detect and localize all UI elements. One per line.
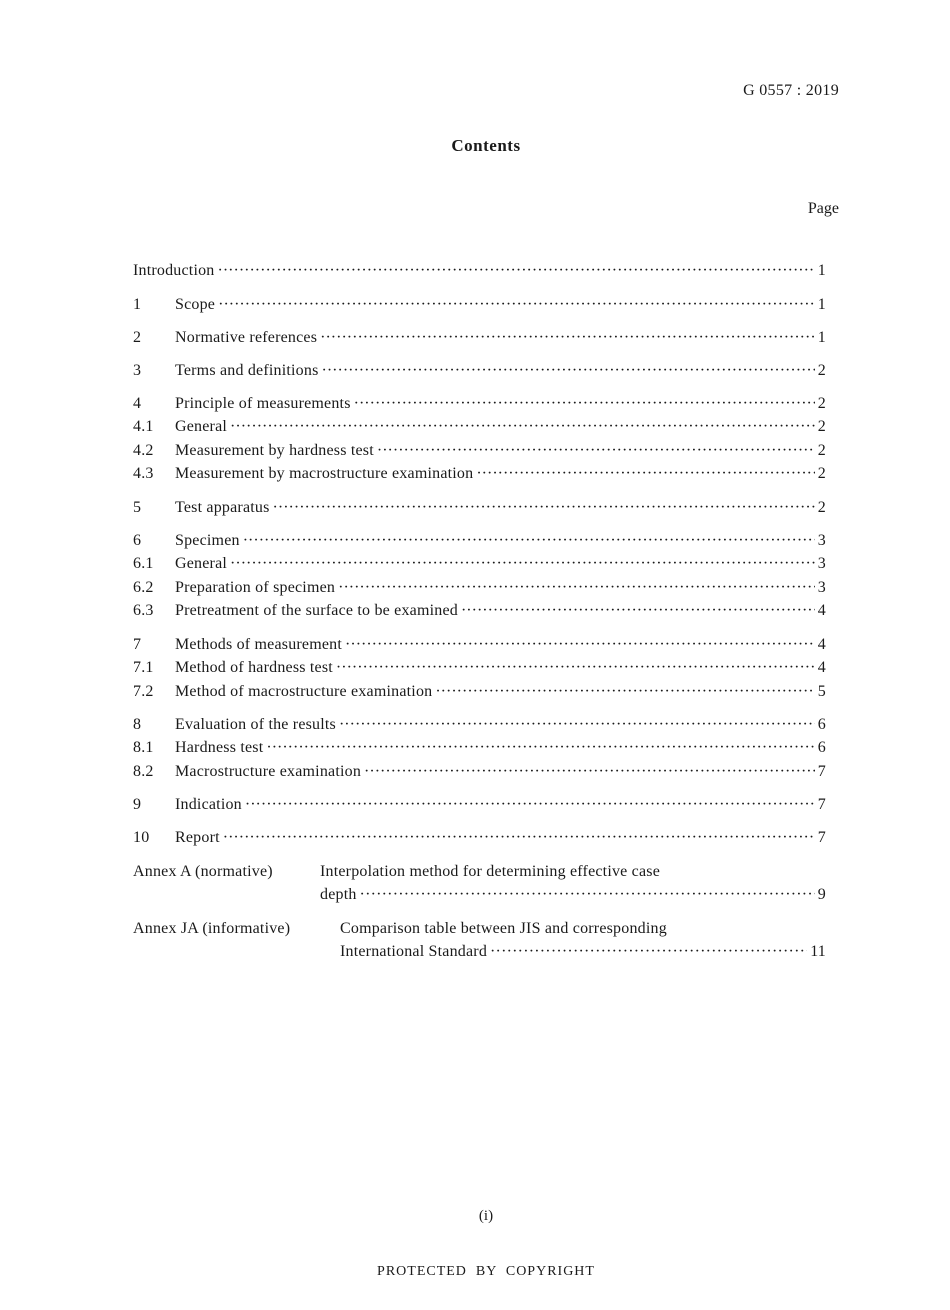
- dot-leader: [223, 827, 815, 849]
- copyright-notice: PROTECTED BY COPYRIGHT: [377, 1264, 595, 1279]
- toc-entry-introduction[interactable]: [133, 260, 826, 282]
- toc-entry-number: 4.3: [133, 465, 154, 482]
- dot-leader: [345, 634, 815, 656]
- dot-leader: [218, 294, 815, 316]
- annex-label: Annex A (normative): [133, 863, 273, 880]
- toc-entry[interactable]: [133, 497, 826, 519]
- dot-leader: [245, 794, 815, 816]
- dot-leader: [266, 737, 814, 759]
- toc-entry-label: Measurement by hardness test: [175, 442, 374, 459]
- toc-entry-page: 4: [817, 636, 826, 653]
- dot-leader: [243, 530, 815, 552]
- toc-entry-label: Terms and definitions: [175, 362, 319, 379]
- toc-entry-label: Indication: [175, 796, 242, 813]
- toc-entry-label: General: [175, 418, 228, 435]
- toc-entry-label: Report: [175, 829, 220, 846]
- toc-entry[interactable]: [133, 416, 826, 438]
- dot-leader: [490, 940, 807, 963]
- toc-entry-label: Normative references: [175, 329, 318, 346]
- toc-annex-ja[interactable]: [133, 917, 826, 963]
- toc-entry-label: General: [175, 555, 228, 572]
- toc-entry[interactable]: [133, 737, 826, 759]
- toc-entry[interactable]: [133, 714, 826, 736]
- toc-entry-label: Scope: [175, 296, 216, 313]
- annex-title-continuation: [320, 883, 826, 906]
- toc-entry-page: 2: [817, 395, 826, 412]
- toc-entry-page: 1: [817, 296, 826, 313]
- toc-entry-label: Method of hardness test: [175, 659, 333, 676]
- toc-entry[interactable]: [133, 681, 826, 703]
- toc-entry-page: 7: [817, 829, 826, 846]
- toc-entry-page: 5: [817, 683, 826, 700]
- toc-entry[interactable]: [133, 553, 826, 575]
- toc-entry-page: 1: [817, 262, 826, 279]
- dot-leader: [218, 260, 815, 282]
- dot-leader: [336, 657, 815, 679]
- toc-entry-page: 7: [817, 796, 826, 813]
- annex-page: 9: [817, 886, 826, 903]
- toc-entry[interactable]: [133, 294, 826, 316]
- annex-title: Comparison table between JIS and corresponding: [340, 920, 667, 937]
- toc-entry-label: Test apparatus: [175, 499, 270, 516]
- toc-entry-label: Evaluation of the results: [175, 716, 336, 733]
- toc-entry-page: 4: [817, 602, 826, 619]
- toc-entry-page: 2: [817, 362, 826, 379]
- toc-entry-number: 5: [133, 499, 142, 516]
- toc-entry-number: 10: [133, 829, 150, 846]
- toc-entry-label: Macrostructure examination: [175, 763, 362, 780]
- toc-entry-page: 6: [817, 716, 826, 733]
- dot-leader: [338, 577, 815, 599]
- toc-entry-number: 6.3: [133, 602, 154, 619]
- dot-leader: [360, 883, 815, 906]
- dot-leader: [339, 714, 815, 736]
- toc-entry[interactable]: [133, 393, 826, 415]
- page-number: (i): [478, 1208, 494, 1224]
- toc-entry[interactable]: [133, 600, 826, 622]
- annex-label: Annex JA (informative): [133, 920, 291, 937]
- toc-entry-label: Method of macrostructure examination: [175, 683, 433, 700]
- annex-page: 11: [810, 943, 826, 960]
- toc-entry-label: Hardness test: [175, 739, 264, 756]
- annex-title: Interpolation method for determining effective case: [320, 863, 660, 880]
- annex-title-line2: International Standard: [340, 943, 488, 960]
- toc-entry-page: 6: [817, 739, 826, 756]
- page-title: Contents: [451, 136, 521, 155]
- dot-leader: [476, 463, 814, 485]
- toc-entry[interactable]: [133, 577, 826, 599]
- toc-entry[interactable]: [133, 634, 826, 656]
- dot-leader: [364, 761, 815, 783]
- dot-leader: [435, 681, 814, 703]
- dot-leader: [461, 600, 815, 622]
- toc-entry-page: 3: [817, 555, 826, 572]
- annex-title-continuation: [340, 940, 826, 963]
- toc-entry-number: 8.1: [133, 739, 154, 756]
- toc-entry-page: 2: [817, 465, 826, 482]
- toc-entry-page: 4: [817, 659, 826, 676]
- toc-entry-label: Preparation of specimen: [175, 579, 336, 596]
- toc-entry-number: 6.2: [133, 579, 154, 596]
- dot-leader: [354, 393, 815, 415]
- dot-leader: [273, 497, 815, 519]
- toc-entry-label: Introduction: [133, 262, 215, 279]
- toc-entry-label: Specimen: [175, 532, 240, 549]
- toc-entry-number: 9: [133, 796, 142, 813]
- dot-leader: [377, 440, 815, 462]
- toc-entry-page: 1: [817, 329, 826, 346]
- toc-entry-number: 6: [133, 532, 142, 549]
- toc-entry-label: Pretreatment of the surface to be examined: [175, 602, 458, 619]
- toc-entry-number: 6.1: [133, 555, 154, 572]
- toc-entry-page: 2: [817, 499, 826, 516]
- toc-entry-number: 8.2: [133, 763, 154, 780]
- toc-entry[interactable]: [133, 440, 826, 462]
- toc-entry-number: 4: [133, 395, 142, 412]
- toc-entry-number: 2: [133, 329, 142, 346]
- toc-entry-number: 1: [133, 296, 142, 313]
- toc-entry-number: 4.2: [133, 442, 154, 459]
- annex-title-line2: depth: [320, 886, 357, 903]
- toc-entry-label: Measurement by macrostructure examination: [175, 465, 474, 482]
- toc-entry[interactable]: [133, 657, 826, 679]
- toc-entry-page: 2: [817, 418, 826, 435]
- toc-entry[interactable]: [133, 761, 826, 783]
- dot-leader: [230, 416, 815, 438]
- toc-annex-a[interactable]: [133, 860, 826, 906]
- toc-entry[interactable]: [133, 463, 826, 485]
- toc-entry-label: Principle of measurements: [175, 395, 351, 412]
- document-id: G 0557 : 2019: [743, 82, 839, 99]
- toc-entry[interactable]: [133, 360, 826, 382]
- toc-entry[interactable]: [133, 827, 826, 849]
- dot-leader: [322, 360, 815, 382]
- toc-entry-page: 3: [817, 579, 826, 596]
- toc-entry-number: 7: [133, 636, 142, 653]
- toc-entry-page: 2: [817, 442, 826, 459]
- toc-entry-number: 3: [133, 362, 142, 379]
- toc-entry-number: 8: [133, 716, 142, 733]
- toc-entry-page: 7: [817, 763, 826, 780]
- toc-entry[interactable]: [133, 530, 826, 552]
- dot-leader: [320, 327, 815, 349]
- toc-entry[interactable]: [133, 327, 826, 349]
- toc-entry-number: 4.1: [133, 418, 154, 435]
- toc-entry[interactable]: [133, 794, 826, 816]
- toc-entry-number: 7.1: [133, 659, 154, 676]
- toc-entry-number: 7.2: [133, 683, 154, 700]
- toc-entry-label: Methods of measurement: [175, 636, 343, 653]
- toc-entry-page: 3: [817, 532, 826, 549]
- page-column-heading: Page: [807, 200, 839, 217]
- dot-leader: [230, 553, 815, 575]
